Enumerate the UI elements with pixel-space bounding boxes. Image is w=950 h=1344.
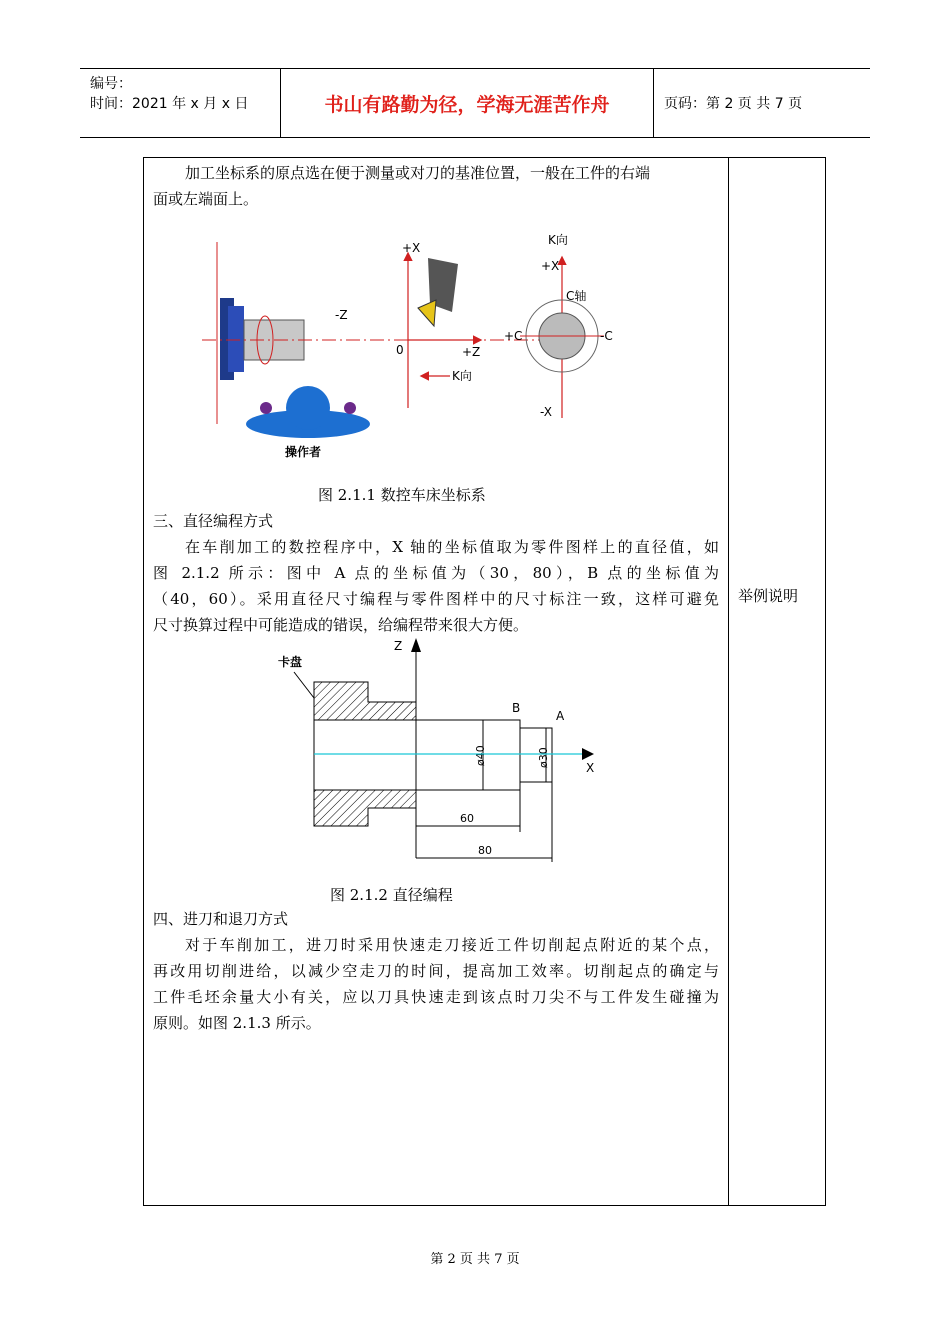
label-chuck: 卡盘 <box>278 655 303 669</box>
section4-title: 四、进刀和退刀方式 <box>153 910 289 928</box>
section-diameter-programming <box>153 508 719 638</box>
label-k-dir: K向 <box>452 369 472 383</box>
label-plus-x: +X <box>402 241 421 255</box>
column-divider <box>728 157 729 1205</box>
para2-line2: 图 2.1.2 所示：图中 A 点的坐标值为（30，80），B 点的坐标值为 <box>153 564 719 582</box>
chuck-icon <box>220 298 244 380</box>
para3-line2: 再改用切削进给，以减少空走刀的时间，提高加工效率。切削起点的确定与 <box>153 962 719 980</box>
para1-line2: 面或左端面上。 <box>153 190 259 208</box>
label-d40: ø40 <box>474 745 487 766</box>
para3-line3: 工件毛坯余量大小有关，应以刀具快速走到该点时刀尖不与工件发生碰撞为 <box>153 988 719 1006</box>
operator-icon <box>246 386 370 438</box>
side-note: 举例说明 <box>738 587 799 605</box>
label-plus-z: +Z <box>462 345 481 359</box>
label-a: A <box>556 709 565 723</box>
label-c-axis: C轴 <box>566 289 587 303</box>
lathe-coordinate-figure <box>190 228 630 468</box>
para3-line1: 对于车削加工，进刀时采用快速走刀接近工件切削起点附近的某个点， <box>185 936 719 954</box>
label-operator: 操作者 <box>285 445 322 459</box>
section-feed-retract <box>153 906 719 1036</box>
diameter-programming-figure <box>270 632 610 864</box>
label-minus-x: -X <box>540 405 552 419</box>
para2-line1: 在车削加工的数控程序中，X 轴的坐标值取为零件图样上的直径值，如 <box>185 538 719 556</box>
label-minus-c: -C <box>600 329 613 343</box>
dim-60: 60 <box>460 812 474 825</box>
label-b: B <box>512 701 521 715</box>
para3-line4: 原则。如图 2.1.3 所示。 <box>153 1014 321 1032</box>
motto: 书山有路勤为径，学海无涯苦作舟 <box>280 69 654 137</box>
label-plus-c: +C <box>504 329 523 343</box>
para2-line4: 尺寸换算过程中可能造成的错误，给编程带来很大方便。 <box>153 616 529 634</box>
id-label: 编号： <box>90 76 132 92</box>
figure1-caption: 图 2.1.1 数控车床坐标系 <box>318 486 486 504</box>
label-x: X <box>586 761 595 775</box>
label-minus-z: -Z <box>335 308 348 322</box>
label-d30: ø30 <box>537 747 550 768</box>
cutting-tool-icon <box>418 258 458 326</box>
page-footer: 第 2 页 共 7 页 <box>430 1252 520 1267</box>
para1-line1: 加工坐标系的原点选在便于测量或对刀的基准位置，一般在工件的右端 <box>185 164 651 182</box>
label-z: Z <box>394 639 403 653</box>
label-k-dir-top: K向 <box>548 233 568 247</box>
para2-line3: （40，60）。采用直径尺寸编程与零件图样中的尺寸标注一致，这样可避免 <box>153 590 719 608</box>
page-header <box>80 68 870 138</box>
label-plus-x-right: +X <box>541 259 560 273</box>
dim-80: 80 <box>478 844 492 857</box>
paragraph-origin <box>153 160 719 212</box>
page-info: 页码：第 2 页 共 7 页 <box>664 96 803 112</box>
label-origin: 0 <box>396 343 404 357</box>
section3-title: 三、直径编程方式 <box>153 512 274 530</box>
figure2-caption: 图 2.1.2 直径编程 <box>330 886 453 904</box>
header-left-cell <box>80 69 280 137</box>
time-label: 时间：2021 年 x 月 x 日 <box>90 96 249 112</box>
